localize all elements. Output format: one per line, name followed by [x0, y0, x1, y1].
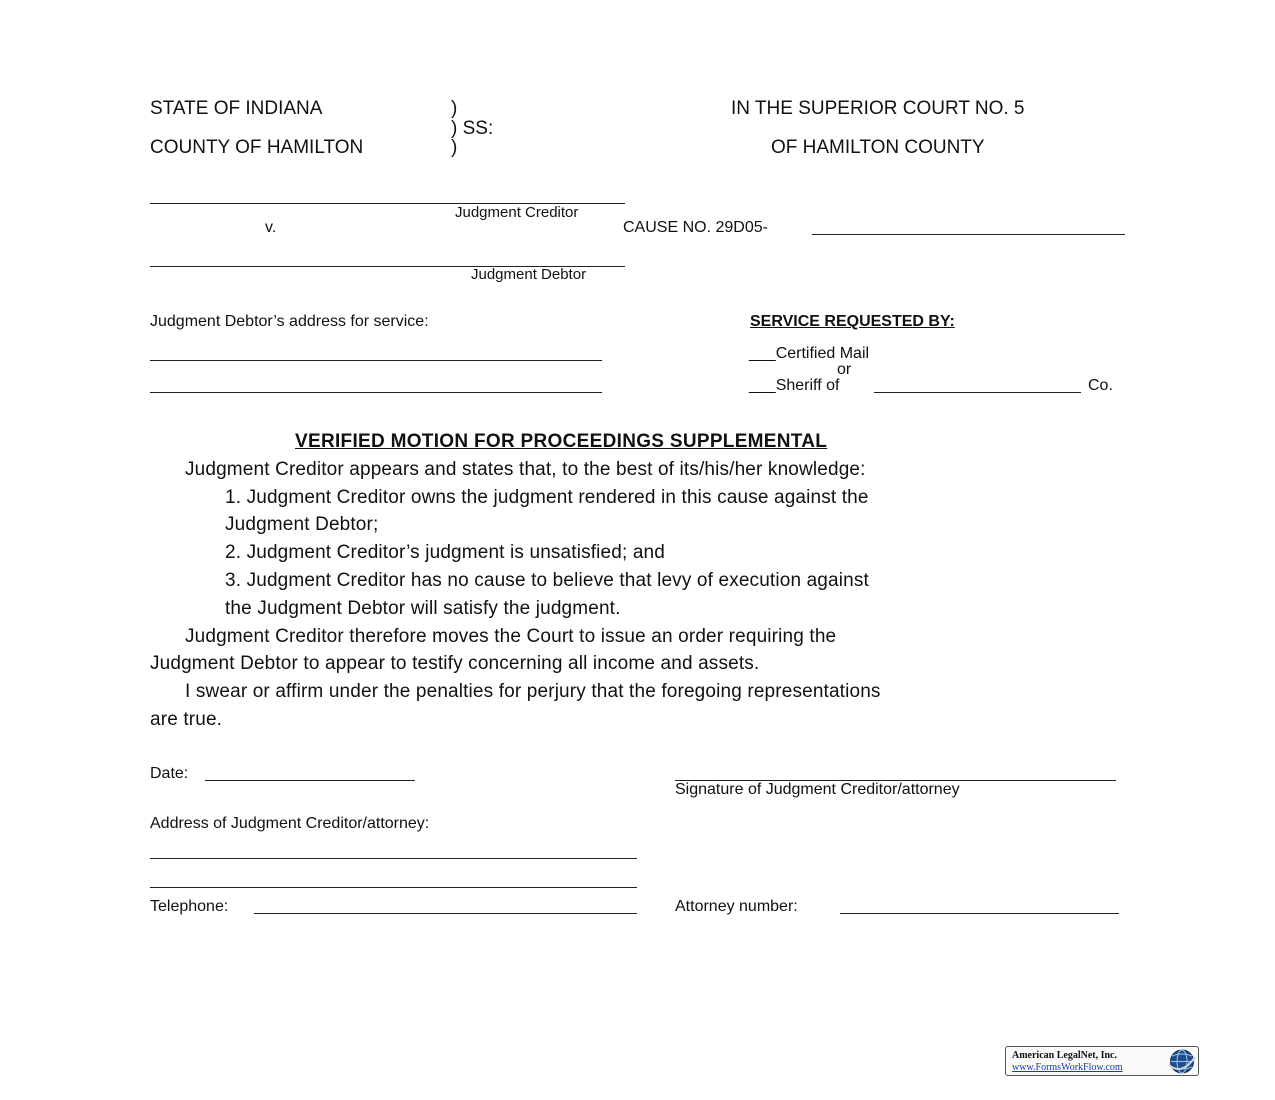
telephone-label: Telephone: — [150, 898, 229, 915]
globe-icon — [1168, 1048, 1196, 1080]
creditor-address-line-2[interactable] — [150, 887, 637, 888]
court-name: IN THE SUPERIOR COURT NO. 5 — [731, 98, 1025, 119]
creditor-address-label: Address of Judgment Creditor/attorney: — [150, 815, 430, 832]
item-3-line-2: the Judgment Debtor will satisfy the judgment. — [225, 598, 621, 619]
swear-line-2: are true. — [150, 709, 223, 730]
date-label: Date: — [150, 765, 189, 782]
legalnet-badge[interactable] — [1005, 1046, 1199, 1076]
versus-label: v. — [265, 219, 277, 236]
sheriff-county-field[interactable] — [874, 392, 1081, 393]
signature-label: Signature of Judgment Creditor/attorney — [675, 781, 960, 798]
court-county: OF HAMILTON COUNTY — [771, 137, 985, 158]
company-name: American LegalNet, Inc. — [1012, 1050, 1117, 1061]
certified-mail-option[interactable]: ___Certified Mail — [749, 345, 870, 362]
county-label: COUNTY OF HAMILTON — [150, 137, 364, 158]
attorney-number-label: Attorney number: — [675, 898, 798, 915]
item-1-line-2: Judgment Debtor; — [225, 514, 379, 535]
ss-label: ) SS: — [451, 118, 494, 139]
motion-title: VERIFIED MOTION FOR PROCEEDINGS SUPPLEMENTAL — [295, 431, 828, 452]
cause-number-field[interactable] — [812, 234, 1125, 235]
moves-line-1: Judgment Creditor therefore moves the Court to issue an order requiring the — [185, 626, 837, 647]
moves-line-2: Judgment Debtor to appear to testify concerning all income and assets. — [150, 653, 760, 674]
company-url[interactable]: www.FormsWorkFlow.com — [1012, 1062, 1123, 1073]
motion-intro: Judgment Creditor appears and states that, to the best of its/his/her knowledge: — [185, 459, 866, 480]
county-abbrev: Co. — [1088, 377, 1113, 394]
debtor-address-label: Judgment Debtor’s address for service: — [150, 313, 429, 330]
caption-paren-3: ) — [451, 137, 458, 158]
state-label: STATE OF INDIANA — [150, 98, 323, 119]
service-requested-heading: SERVICE REQUESTED BY: — [750, 313, 955, 330]
creditor-label: Judgment Creditor — [455, 204, 579, 221]
item-1-line-1: 1. Judgment Creditor owns the judgment rendered in this cause against the — [225, 487, 869, 508]
or-label: or — [837, 361, 852, 378]
item-2: 2. Judgment Creditor’s judgment is unsatisfied; and — [225, 542, 665, 563]
caption-paren-1: ) — [451, 98, 458, 119]
telephone-field[interactable] — [254, 913, 637, 914]
debtor-address-line-2[interactable] — [150, 392, 602, 393]
item-3-line-1: 3. Judgment Creditor has no cause to believe that levy of execution against — [225, 570, 869, 591]
creditor-address-line-1[interactable] — [150, 858, 637, 859]
debtor-address-line-1[interactable] — [150, 360, 602, 361]
date-field[interactable] — [205, 780, 415, 781]
swear-line-1: I swear or affirm under the penalties for perjury that the foregoing representations — [185, 681, 881, 702]
sheriff-option[interactable]: ___Sheriff of — [749, 377, 840, 394]
attorney-number-field[interactable] — [840, 913, 1119, 914]
cause-number-label: CAUSE NO. 29D05- — [623, 219, 768, 236]
debtor-label: Judgment Debtor — [471, 266, 587, 283]
